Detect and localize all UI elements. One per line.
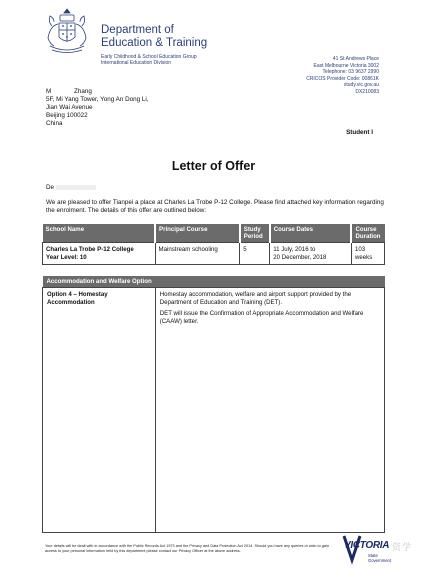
recipient-address-line: 5F, Mi Yang Tower, Yong An Dong Li, (46, 96, 149, 103)
department-subtitle (101, 54, 197, 66)
recipient-address-line: Beijing 100022 (46, 112, 88, 119)
header-course-dates: Course Dates (270, 224, 352, 243)
victoria-logo-sub1: State (368, 553, 378, 558)
sender-website: study.vic.gov.au (343, 82, 379, 88)
coat-of-arms-logo (40, 6, 94, 56)
recipient-first-initial: M (46, 88, 52, 95)
course-details-table (42, 224, 385, 265)
student-id-label: Student I (346, 129, 373, 136)
accommodation-description-2: DET will issue the Confirmation of Appropriate Accommodation and Welfare (CAAW) letter. (159, 310, 364, 325)
sender-dx: DX210083 (355, 88, 379, 95)
department-name-line2: Education & Training (101, 37, 208, 49)
course-end-date: 20 December, 2018 (273, 253, 327, 261)
accommodation-header: Accommodation and Welfare Option (43, 276, 385, 288)
department-sub-line1: Early Childhood & School Education Group (101, 54, 197, 60)
course-start-date: 11 July, 2016 to (273, 246, 316, 253)
salutation-text: De (46, 184, 55, 191)
department-name (101, 24, 207, 50)
department-sub-line2: International Education Division (101, 60, 172, 66)
year-level: Year Level: 10 (46, 253, 87, 261)
table-row (43, 243, 385, 265)
header-principal-course: Principal Course (155, 224, 240, 243)
recipient-address-line: China (46, 120, 63, 127)
recipient-surname: Zhang (74, 88, 92, 95)
header-study-period: Study Period (240, 224, 270, 243)
sender-cricos-code: CRICOS Provider Code: 00861K (306, 75, 379, 82)
department-name-line1: Department of (101, 24, 174, 36)
victoria-logo-subtext (368, 553, 391, 563)
table-row (43, 288, 385, 533)
accommodation-description (155, 288, 384, 533)
cell-school (43, 243, 156, 265)
accommodation-option: Option 4 – Homestay Accommodation (43, 288, 156, 533)
sender-address-line: 41 St Andrews Place (332, 56, 379, 62)
victoria-logo-word: VICTORIA (344, 540, 390, 551)
cell-course-duration: 103 weeks (351, 243, 384, 265)
cell-study-period: 5 (240, 243, 270, 265)
recipient-name (46, 88, 149, 96)
recipient-address (46, 88, 149, 128)
header-course-duration: Course Duration (351, 224, 384, 243)
cell-course-dates (270, 243, 352, 265)
header-school-name: School Name (43, 224, 156, 243)
sender-address (306, 56, 379, 95)
victoria-logo-sub2: Government (368, 558, 392, 563)
intro-paragraph: We are pleased to offer Tianpei a place at Charles La Trobe P-12 College. Please find attached key information regarding the enrolment. The details of this offer are outlined below: (46, 199, 384, 215)
watermark: 资学 (392, 542, 413, 552)
cell-principal-course: Mainstream schooling (155, 243, 240, 265)
table-header-row (43, 276, 385, 288)
sender-address-line: East Melbourne Victoria 3002 (313, 62, 379, 69)
recipient-address-line: Jian Wai Avenue (46, 104, 93, 111)
letter-title: Letter of Offer (171, 159, 256, 173)
school-name: Charles La Trobe P-12 College (46, 246, 134, 253)
salutation (46, 184, 96, 191)
accommodation-table (42, 276, 385, 533)
privacy-footer-note: Your details will be dealt with in accordance with the Public Records Act 1973 and the Privacy and Data Protection Act 2014. Should you have any queries or wish to gain access to your personal information held by this department please contact our Privacy Officer at the above address. (45, 544, 329, 553)
table-header-row (43, 224, 385, 243)
accommodation-description-1: Homestay accommodation, welfare and airport support provided by the Department of Education and Training (DET). (159, 291, 352, 306)
sender-telephone: Telephone: 03 9637 2990 (322, 69, 379, 75)
redacted-name (56, 185, 96, 190)
